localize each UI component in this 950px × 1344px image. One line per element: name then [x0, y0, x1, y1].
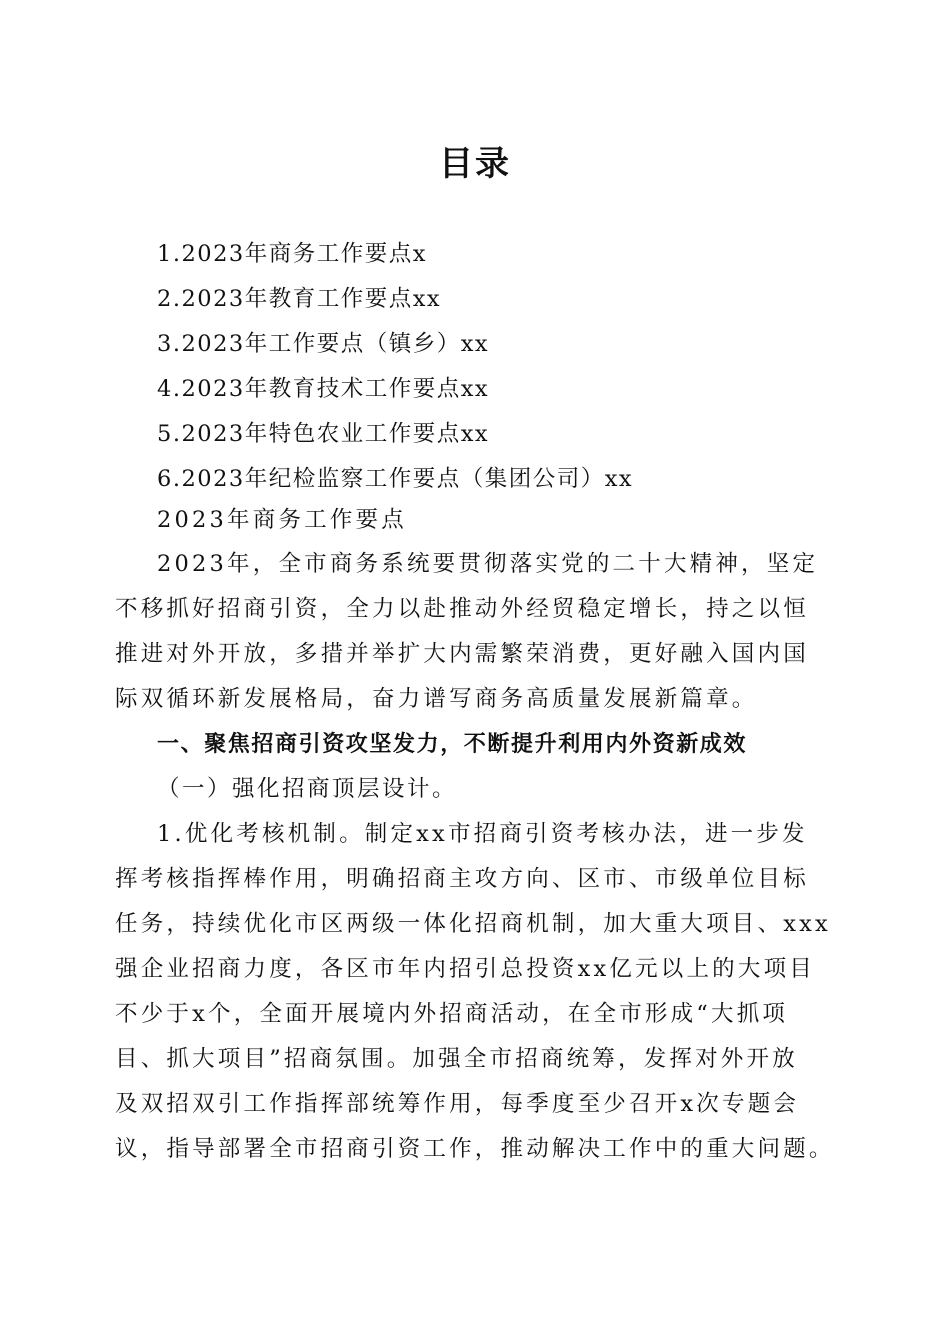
paragraph-line: 任务，持续优化市区两级一体化招商机制，加大重大项目、xxx — [115, 911, 831, 937]
paragraph-line: 议，指导部署全市招商引资工作，推动解决工作中的重大问题。 — [115, 1136, 835, 1162]
toc-item[interactable]: 3.2023年工作要点（镇乡）xx — [157, 331, 490, 357]
paragraph-line: 不少于x个，全面开展境内外招商活动，在全市形成“大抓项 — [115, 1001, 789, 1027]
toc-item[interactable]: 1.2023年商务工作要点x — [157, 241, 427, 267]
paragraph-line: 挥考核指挥棒作用，明确招商主攻方向、区市、市级单位目标 — [115, 866, 809, 892]
toc-item[interactable]: 2.2023年教育工作要点xx — [157, 286, 442, 312]
paragraph-line: 及双招双引工作指挥部统筹作用，每季度至少召开x次专题会 — [115, 1091, 800, 1117]
toc-item[interactable]: 4.2023年教育技术工作要点xx — [157, 376, 490, 402]
table-of-contents — [157, 232, 633, 502]
intro-line: 推进对外开放，多措并举扩大内需繁荣消费，更好融入国内国 — [115, 641, 809, 667]
intro-line: 2023年，全市商务系统要贯彻落实党的二十大精神，坚定 — [157, 551, 819, 577]
subsection-heading: （一）强化招商顶层设计。 — [157, 776, 458, 802]
paragraph-line: 目、抓大项目”招商氛围。加强全市招商统筹，发挥对外开放 — [115, 1046, 798, 1072]
paragraph-line: 强企业招商力度，各区市年内招引总投资xx亿元以上的大项目 — [115, 956, 815, 982]
paragraph-line: 1.优化考核机制。制定xx市招商引资考核办法，进一步发 — [157, 821, 808, 847]
section-heading: 一、聚焦招商引资攻坚发力，不断提升利用内外资新成效 — [157, 732, 748, 757]
intro-line: 不移抓好招商引资，全力以赴推动外经贸稳定增长，持之以恒 — [115, 596, 809, 622]
toc-item[interactable]: 6.2023年纪检监察工作要点（集团公司）xx — [157, 466, 634, 492]
intro-line: 际双循环新发展格局，奋力谱写商务高质量发展新篇章。 — [115, 686, 758, 712]
page-title: 目录 — [439, 144, 511, 184]
document-title: 2023年商务工作要点 — [157, 507, 407, 533]
toc-item[interactable]: 5.2023年特色农业工作要点xx — [157, 421, 490, 447]
